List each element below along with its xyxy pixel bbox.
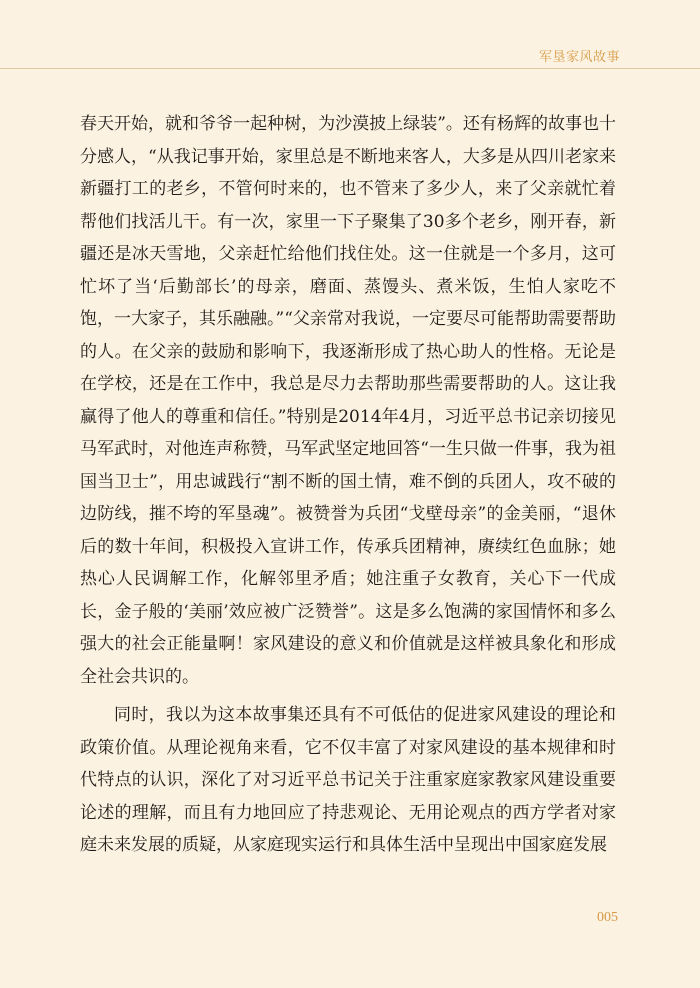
page-number: 005 — [597, 910, 618, 925]
paragraph-2: 同时，我以为这本故事集还具有不可低估的促进家风建设的理论和政策价值。从理论视角来看，它不仅丰富了对家风建设的基本规律和时代特点的认识，深化了对习近平总书记关于注重家庭家教家风建设重要论述的理解，而且有力地回应了持悲观论、无用论观点的西方学者对家庭未来发展的质疑，从家庭现实运行和具体生活中呈现出中国家庭发展 — [80, 705, 616, 855]
header-divider — [0, 68, 700, 69]
paragraph-1: 春天开始，就和爷爷一起种树，为沙漠披上绿装”。还有杨辉的故事也十分感人，“从我记事开始，家里总是不断地来客人，大多是从四川老家来新疆打工的老乡，不管何时来的，也不管来了多少人，来了父亲就忙着帮他们找活儿干。有一次，家里一下子聚集了30多个老乡，刚开春，新疆还是冰天雪地，父亲赶忙给他们找住处。这一住就是一个多月，这可忙坏了当‘后勤部长’的母亲，磨面、蒸馒头、煮米饭，生怕人家吃不饱，一大家子，其乐融融。”“父亲常对我说，一定要尽可能帮助需要帮助的人。在父亲的鼓励和影响下，我逐渐形成了热心助人的性格。无论是在学校，还是在工作中，我总是尽力去帮助那些需要帮助的人。这让我赢得了他人的尊重和信任。”特别是2014年4月，习近平总书记亲切接见马军武时，对他连声称赞，马军武坚定地回答“一生只做一件事，我为祖国当卫士”，用忠诚践行“割不断的国土情，难不倒的兵团人，攻不破的边防线，摧不垮的军垦魂”。被赞誉为兵团“戈壁母亲”的金美丽，“退休后的数十年间，积极投入宣讲工作，传承兵团精神，赓续红色血脉；她热心人民调解工作，化解邻里矛盾；她注重子女教育，关心下一代成长，金子般的‘美丽’效应被广泛赞誉”。这是多么饱满的家国情怀和多么强大的社会正能量啊！家风建设的意义和价值就是这样被具象化和形成全社会共识的。 — [80, 114, 616, 687]
running-header: 军垦家风故事 — [538, 50, 620, 65]
body-text — [80, 108, 616, 862]
